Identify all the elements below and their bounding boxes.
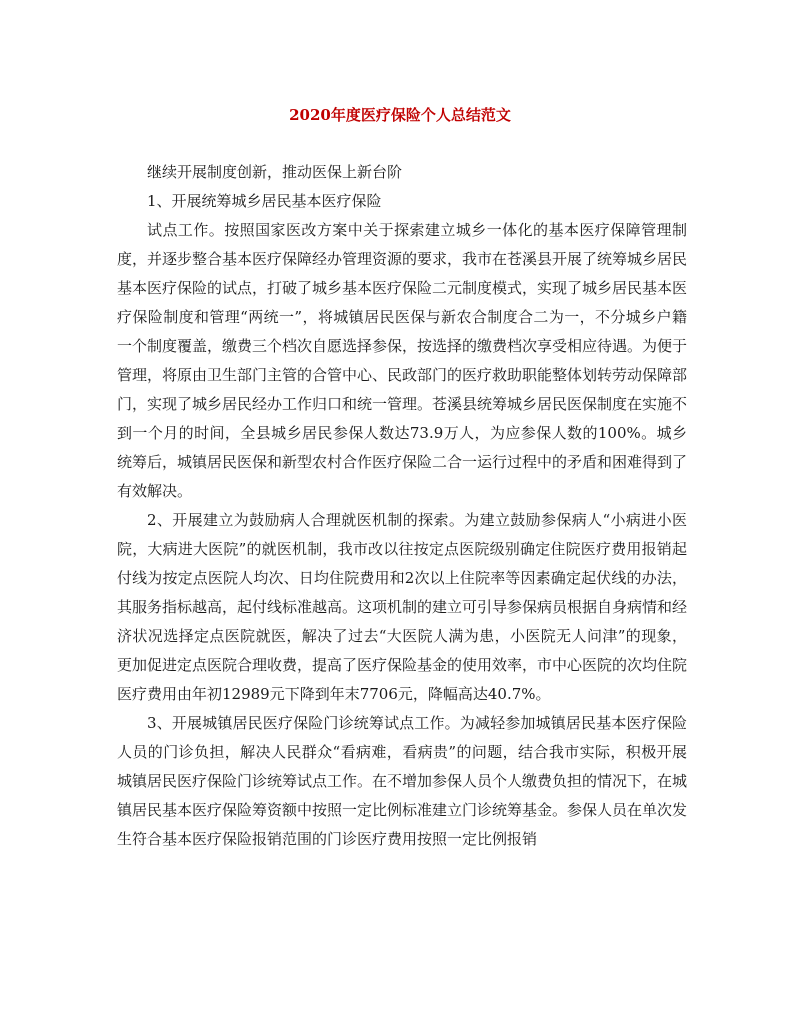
paragraph-item-1-body: 试点工作。按照国家医改方案中关于探索建立城乡一体化的基本医疗保障管理制度，并逐步整合基本医疗保障经办管理资源的要求，我市在苍溪县开展了统筹城乡居民基本医疗保险的试点，打破了城乡基本医疗保险二元制度模式，实现了城乡居民基本医疗保险制度和管理“两统一”，将城镇居民医保与新农合制度合二为一，不分城乡户籍一个制度覆盖，缴费三个档次自愿选择参保，按选择的缴费档次享受相应待遇。为便于管理，将原由卫生部门主管的合管中心、民政部门的医疗救助职能整体划转劳动保障部门，实现了城乡居民经办工作归口和统一管理。苍溪县统筹城乡居民医保制度在实施不到一个月的时间，全县城乡居民参保人数达73.9万人，为应参保人数的100%。城乡统筹后，城镇居民医保和新型农村合作医疗保险二合一运行过程中的矛盾和困难得到了有效解决。 <box>117 221 688 500</box>
document-body <box>117 158 687 854</box>
paragraph-item-1-heading: 1、开展统筹城乡居民基本医疗保险 <box>147 192 382 210</box>
document-title: 2020年度医疗保险个人总结范文 <box>289 106 511 124</box>
paragraph-item-2: 2、开展建立为鼓励病人合理就医机制的探索。为建立鼓励参保病人“小病进小医院，大病进大医院”的就医机制，我市改以往按定点医院级别确定住院医疗费用报销起付线为按定点医院人均次、日均住院费用和2次以上住院率等因素确定起伏线的办法，其服务指标越高，起付线标准越高。这项机制的建立可引导参保病员根据自身病情和经济状况选择定点医院就医，解决了过去“大医院人满为患，小医院无人问津”的现象，更加促进定点医院合理收费，提高了医疗保险基金的使用效率，市中心医院的次均住院医疗费用由年初12989元下降到年末7706元，降幅高达40.7%。 <box>117 511 688 703</box>
paragraph-item-3: 3、开展城镇居民医疗保险门诊统筹试点工作。为减轻参加城镇居民基本医疗保险人员的门诊负担，解决人民群众“看病难，看病贵”的问题，结合我市实际，积极开展城镇居民医疗保险门诊统筹试点工作。在不增加参保人员个人缴费负担的情况下，在城镇居民基本医疗保险筹资额中按照一定比例标准建立门诊统筹基金。参保人员在单次发生符合基本医疗保险报销范围的门诊医疗费用按照一定比例报销 <box>117 714 688 848</box>
paragraph-heading: 继续开展制度创新，推动医保上新台阶 <box>147 163 403 181</box>
